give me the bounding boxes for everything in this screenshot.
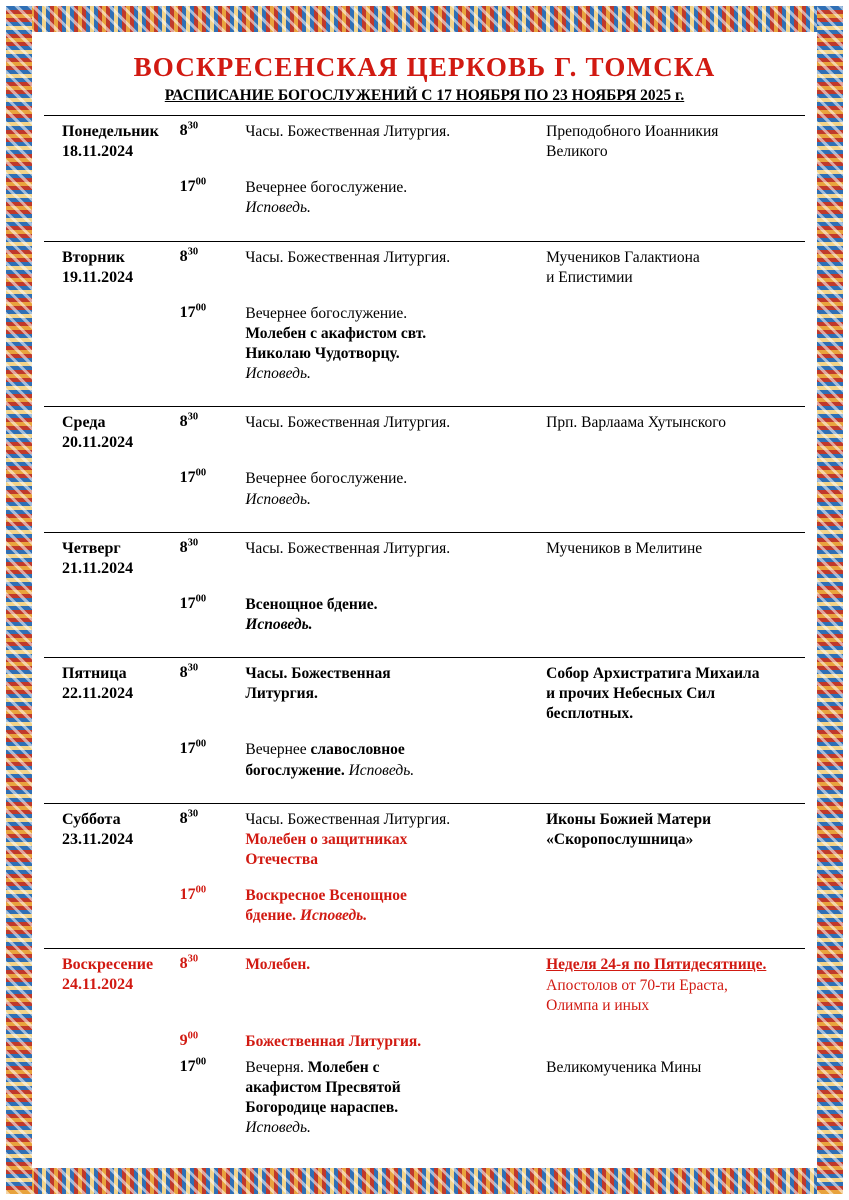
spacer-cell	[44, 579, 805, 589]
service-line: Вечернее богослужение.	[245, 179, 408, 197]
day-cell	[44, 880, 180, 926]
service-line: Вечерня. Молебен с	[245, 1058, 380, 1076]
service-line: Всенощное бдение.	[245, 595, 378, 613]
spacer-cell	[44, 781, 805, 804]
commemoration	[542, 1026, 805, 1052]
service-description	[245, 172, 542, 218]
service-time: $8^{30}$	[180, 657, 246, 724]
spacer-cell	[44, 162, 805, 172]
service-line: Молебен с акафистом свт.	[245, 324, 427, 342]
service-description	[245, 589, 542, 635]
service-line: Часы. Божественная Литургия.	[245, 248, 451, 266]
service-description	[245, 949, 542, 1016]
service-time: $17^{00}$	[179, 884, 207, 904]
spacer-cell	[44, 870, 805, 880]
service-line: Исповедь.	[245, 490, 311, 508]
ornament-border-bottom	[6, 1168, 843, 1194]
day-date: 23.11.2024	[62, 830, 134, 848]
schedule-table	[44, 115, 805, 1161]
service-time: $17^{00}$	[179, 468, 207, 487]
service-line: Вечернее богослужение.	[245, 304, 408, 322]
table-row	[44, 116, 805, 163]
service-time: $8^{30}$	[180, 803, 246, 870]
table-row	[44, 1052, 805, 1139]
service-description	[245, 1026, 542, 1052]
spacer-row	[44, 510, 805, 533]
commemoration-line: и Епистимии	[546, 268, 633, 286]
commemoration	[542, 880, 805, 926]
service-line: Вечернее богослужение.	[245, 470, 408, 488]
day-name: Пятница	[62, 664, 127, 682]
day-name: Вторник	[62, 248, 125, 266]
commemoration-line: и прочих Небесных Сил	[546, 685, 716, 703]
table-row	[44, 803, 805, 870]
service-line: Исповедь.	[245, 615, 313, 633]
service-line: Отечества	[245, 850, 318, 868]
service-description	[245, 734, 542, 780]
spacer-row	[44, 870, 805, 880]
day-cell	[44, 949, 180, 1016]
day-cell	[44, 657, 180, 724]
service-line: Исповедь.	[245, 365, 311, 383]
spacer-cell	[44, 219, 805, 242]
service-description	[245, 116, 542, 163]
day-cell	[44, 1026, 180, 1052]
commemoration-line: Прп. Варлаама Хутынского	[546, 414, 726, 432]
service-line: Воскресное Всенощное	[245, 887, 407, 905]
commemoration-line: Иконы Божией Матери	[546, 810, 712, 828]
spacer-row	[44, 724, 805, 734]
service-description	[245, 880, 542, 926]
table-row	[44, 880, 805, 926]
commemoration	[542, 116, 805, 163]
day-cell	[44, 532, 180, 579]
service-line: Исповедь.	[245, 1119, 311, 1137]
spacer-row	[44, 635, 805, 658]
table-row	[44, 298, 805, 385]
commemoration	[542, 532, 805, 579]
commemoration	[542, 172, 805, 218]
commemoration-line: Великомученика Мины	[546, 1058, 702, 1076]
spacer-cell	[44, 1016, 805, 1026]
day-cell	[44, 589, 180, 635]
page-subtitle: РАСПИСАНИЕ БОГОСЛУЖЕНИЙ С 17 НОЯБРЯ ПО 23 НОЯБРЯ 2025 г.	[164, 87, 685, 104]
spacer-cell	[44, 384, 805, 407]
table-row	[44, 172, 805, 218]
service-description	[245, 298, 542, 385]
spacer-row	[44, 162, 805, 172]
commemoration-line: Собор Архистратига Михаила	[546, 664, 760, 682]
day-cell	[44, 734, 180, 780]
service-time: $8^{30}$	[180, 116, 246, 163]
spacer-cell	[44, 926, 805, 949]
spacer-row	[44, 1016, 805, 1026]
day-name: Понедельник	[62, 123, 159, 140]
service-line: Часы. Божественная Литургия.	[245, 414, 451, 432]
spacer-cell	[44, 635, 805, 658]
service-time: $9^{00}$	[179, 1030, 199, 1049]
day-date: 22.11.2024	[62, 684, 134, 702]
day-name: Воскресение	[62, 956, 154, 974]
commemoration-line: Апостолов от 70-ти Ераста,	[546, 976, 728, 994]
commemoration-line: Великого	[546, 143, 608, 161]
service-description	[245, 532, 542, 579]
commemoration-line: «Скоропослушница»	[546, 830, 694, 848]
service-time: $8^{30}$	[180, 241, 246, 288]
spacer-cell	[44, 724, 805, 734]
spacer-row	[44, 219, 805, 242]
day-cell	[44, 407, 180, 454]
table-row	[44, 463, 805, 509]
day-name: Среда	[62, 414, 106, 432]
service-line: Часы. Божественная	[245, 664, 391, 682]
service-line: Божественная Литургия.	[245, 1032, 422, 1050]
document-content	[34, 34, 815, 1166]
spacer-row	[44, 1139, 805, 1161]
day-cell	[44, 116, 180, 163]
commemoration	[542, 734, 805, 780]
spacer-row	[44, 384, 805, 407]
commemoration-line: бесплотных.	[546, 705, 634, 723]
day-date: 18.11.2024	[62, 143, 134, 160]
commemoration	[542, 241, 805, 288]
commemoration	[542, 463, 805, 509]
service-line: Богородице нараспев.	[245, 1099, 399, 1117]
service-description	[245, 407, 542, 454]
commemoration	[542, 657, 805, 724]
page-title: ВОСКРЕСЕНСКАЯ ЦЕРКОВЬ Г. ТОМСКА	[133, 52, 716, 82]
service-time: $17^{00}$	[179, 593, 207, 612]
service-description	[245, 657, 542, 724]
service-time: $8^{30}$	[180, 407, 246, 454]
commemoration	[542, 949, 805, 1016]
service-line: богослужение. Исповедь.	[245, 761, 415, 779]
spacer-cell	[44, 453, 805, 463]
service-line: Часы. Божественная Литургия.	[245, 123, 451, 140]
table-row	[44, 1026, 805, 1052]
service-time: $17^{00}$	[179, 176, 207, 196]
spacer-cell	[44, 510, 805, 533]
spacer-row	[44, 926, 805, 949]
table-row	[44, 657, 805, 724]
spacer-row	[44, 453, 805, 463]
day-date: 19.11.2024	[62, 268, 134, 286]
commemoration	[542, 1052, 805, 1139]
service-time: $17^{00}$	[179, 1056, 207, 1075]
ornament-border-left	[6, 6, 32, 1194]
service-line: Молебен о защитниках	[245, 830, 408, 848]
service-line: бдение. Исповедь.	[245, 907, 368, 925]
commemoration	[542, 589, 805, 635]
service-time: $8^{30}$	[180, 949, 246, 1016]
day-cell	[44, 1052, 180, 1139]
service-time: $8^{30}$	[180, 532, 246, 579]
commemoration-line: Олимпа и иных	[546, 996, 650, 1014]
service-line: Молебен.	[245, 956, 311, 974]
day-name: Четверг	[62, 539, 121, 557]
service-line: акафистом Пресвятой	[245, 1079, 401, 1097]
table-row	[44, 532, 805, 579]
day-cell	[44, 241, 180, 288]
spacer-cell	[44, 288, 805, 298]
table-row	[44, 407, 805, 454]
ornament-border-right	[817, 6, 843, 1194]
table-row	[44, 734, 805, 780]
spacer-row	[44, 579, 805, 589]
ornament-border-top	[6, 6, 843, 32]
day-date: 20.11.2024	[62, 434, 134, 452]
day-cell	[44, 803, 180, 870]
day-date: 24.11.2024	[62, 976, 134, 994]
spacer-cell	[44, 1139, 805, 1161]
service-time: $17^{00}$	[179, 302, 207, 321]
service-description	[245, 803, 542, 870]
service-line: Исповедь.	[245, 199, 311, 217]
day-cell	[44, 298, 180, 385]
table-row	[44, 949, 805, 1016]
commemoration	[542, 803, 805, 870]
service-line: Николаю Чудотворцу.	[245, 345, 400, 363]
commemoration-line: Мучеников Галактиона	[546, 248, 700, 266]
commemoration	[542, 407, 805, 454]
commemoration	[542, 298, 805, 385]
service-line: Часы. Божественная Литургия.	[245, 810, 451, 828]
service-line: Часы. Божественная Литургия.	[245, 539, 451, 557]
table-row	[44, 589, 805, 635]
service-description	[245, 1052, 542, 1139]
day-date: 21.11.2024	[62, 559, 134, 577]
day-name: Суббота	[62, 810, 121, 828]
spacer-row	[44, 781, 805, 804]
service-description	[245, 463, 542, 509]
day-cell	[44, 172, 180, 218]
service-description	[245, 241, 542, 288]
service-line: Вечернее славословное	[245, 741, 405, 759]
commemoration-line: Преподобного Иоанникия	[546, 123, 719, 140]
spacer-row	[44, 288, 805, 298]
service-line: Литургия.	[245, 685, 318, 703]
commemoration-line: Неделя 24-я по Пятидесятнице.	[546, 956, 767, 974]
table-row	[44, 241, 805, 288]
service-time: $17^{00}$	[179, 739, 207, 758]
commemoration-line: Мучеников в Мелитине	[546, 539, 703, 557]
day-cell	[44, 463, 180, 509]
